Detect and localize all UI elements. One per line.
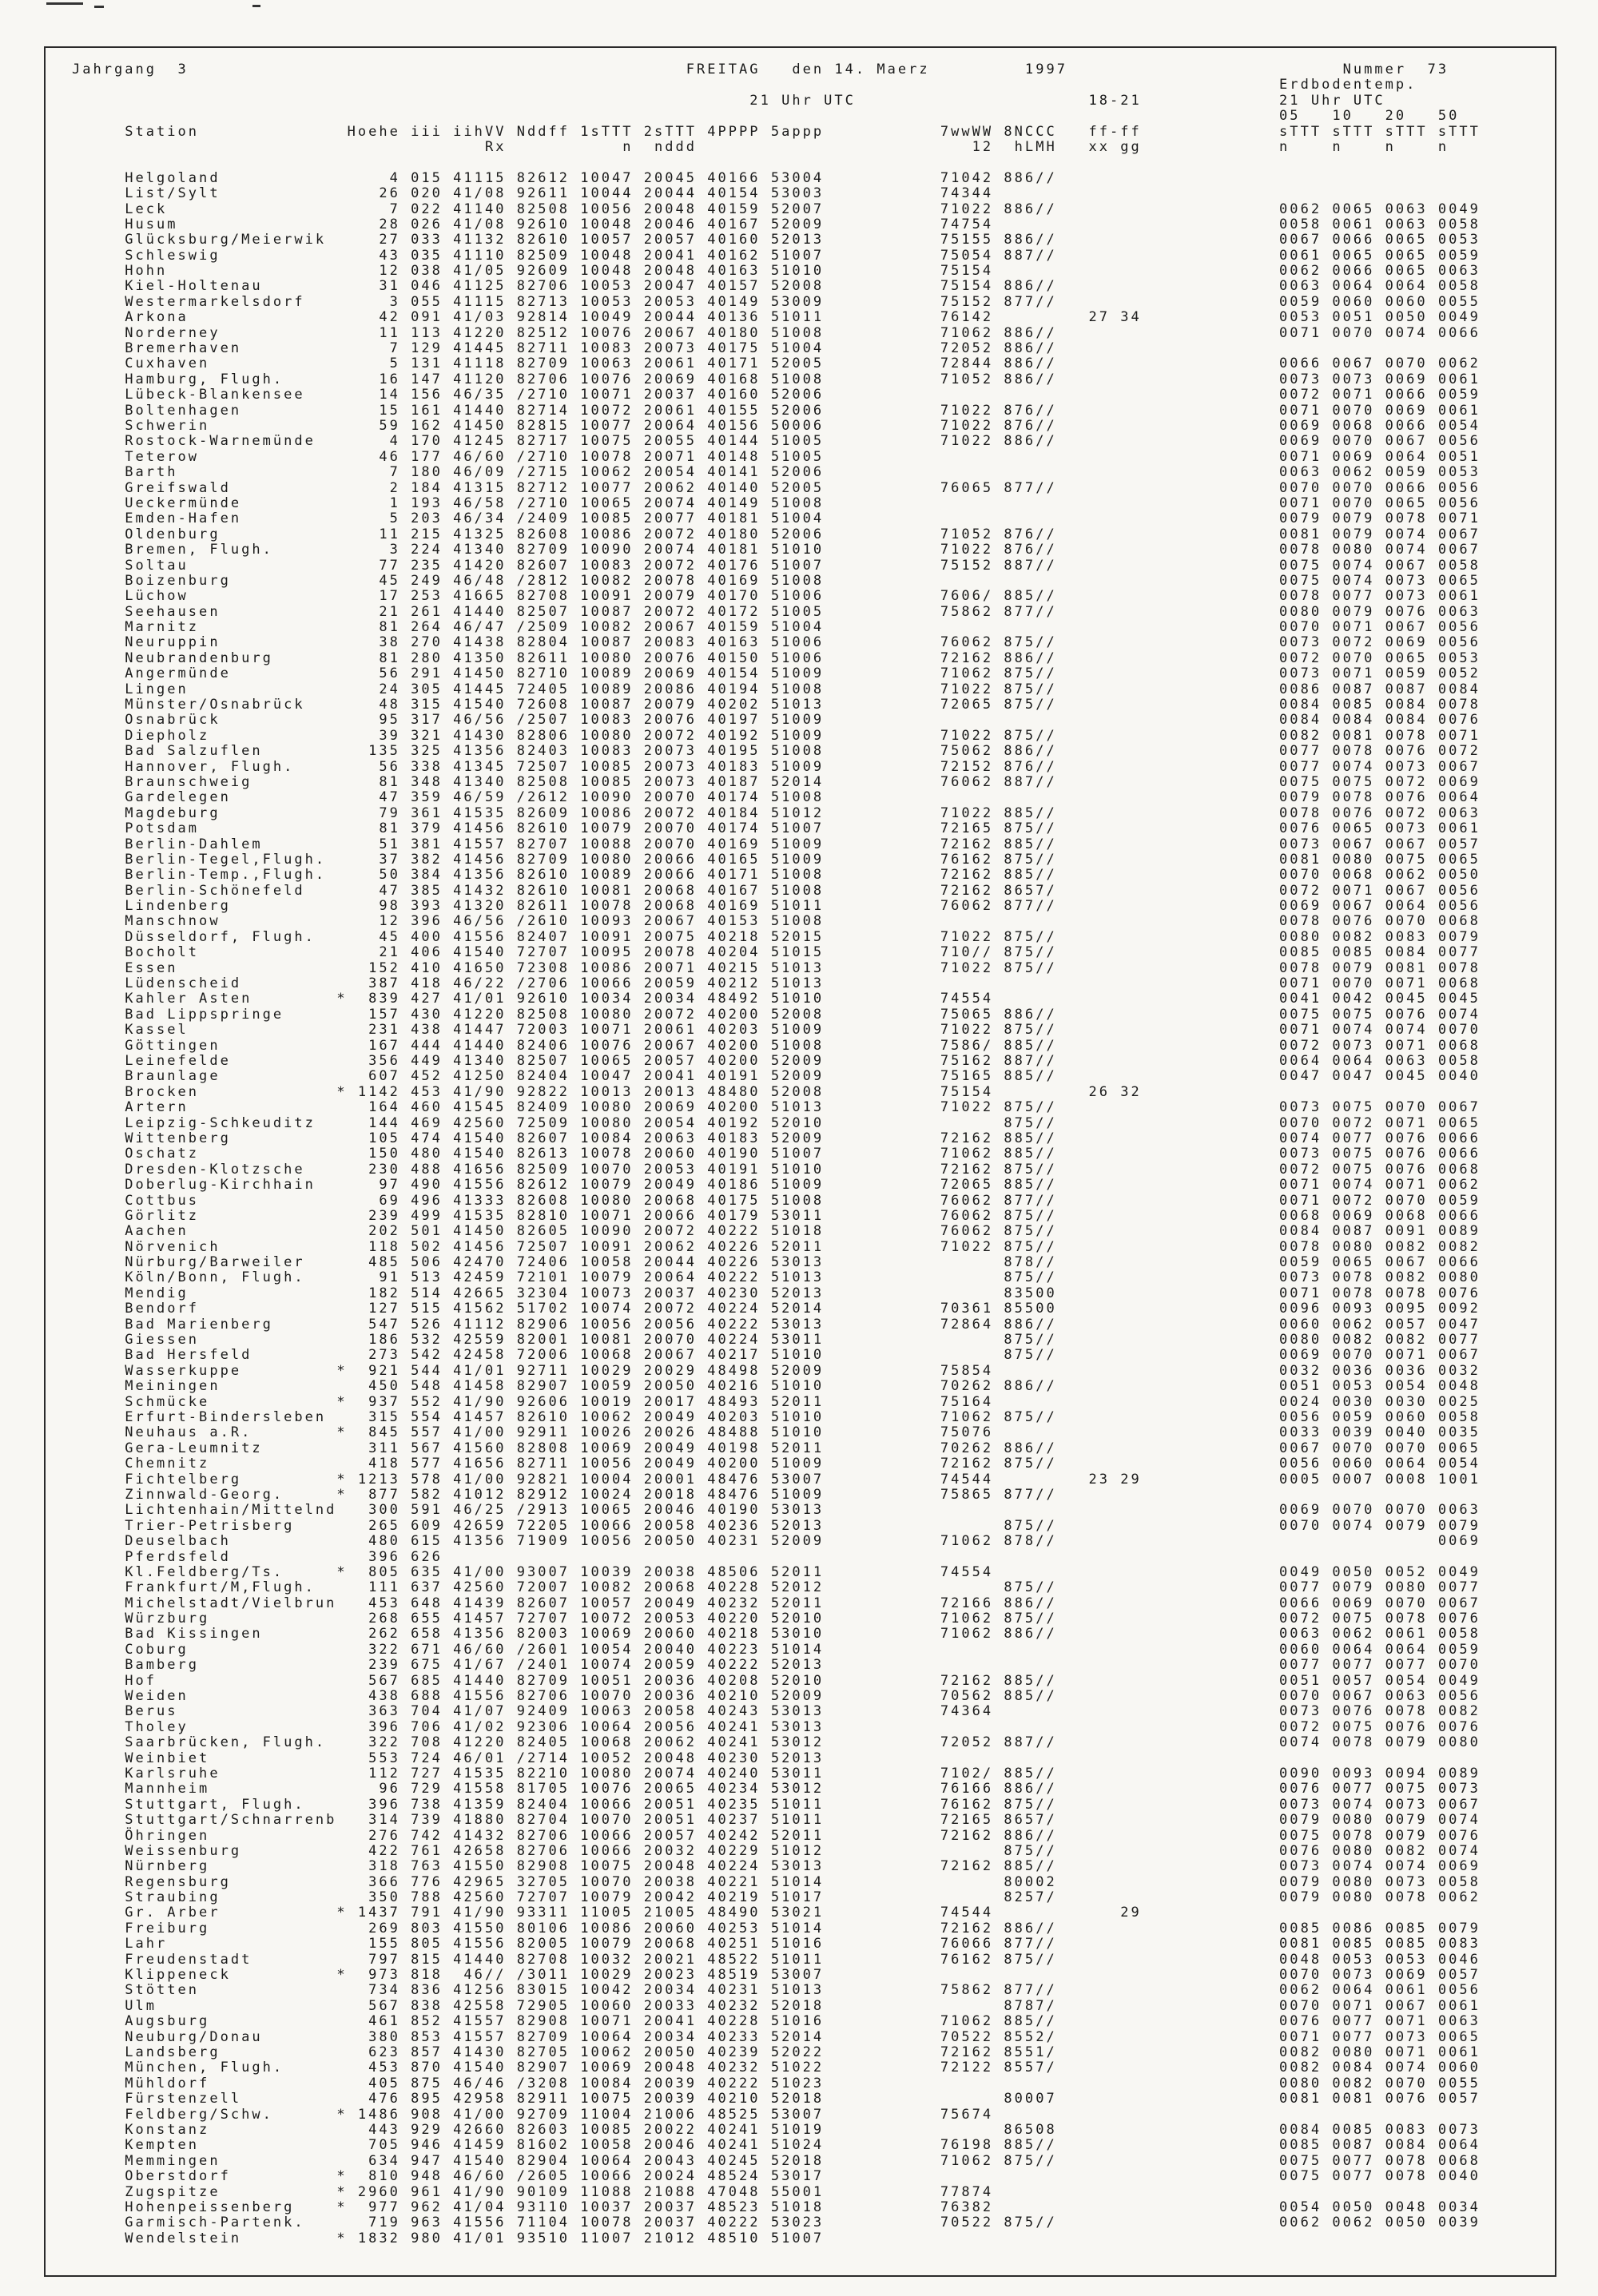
table-row: Oldenburg 11 215 41325 82608 10086 20072 40180 52006 71052 876// 0081 0079 0074 0067 — [72, 526, 1481, 542]
table-row: Würzburg 268 655 41457 72707 10072 20053 40220 52010 71062 875// 0072 0075 0078 0076 — [72, 1611, 1481, 1627]
table-row: Düsseldorf, Flugh. 45 400 41556 82407 10091 20075 40218 52015 71022 875// 0080 0082 0083 0079 — [72, 928, 1481, 945]
table-row: Bad Salzuflen 135 325 41356 82403 10083 20073 40195 51008 75062 886// 0077 0078 0076 0072 — [72, 743, 1481, 760]
table-row: Augsburg 461 852 41557 82908 10071 20041 40228 51016 71062 885// 0076 0077 0071 0063 — [72, 2013, 1481, 2030]
table-row: Neuhaus a.R. * 845 557 41/00 92911 10026 20026 48488 51010 75076 0033 0039 0040 0035 — [72, 1424, 1481, 1441]
table-row: Neuruppin 38 270 41438 82804 10087 20083 40163 51006 76062 875// 0073 0072 0069 0056 — [72, 634, 1481, 651]
table-row: Stuttgart, Flugh. 396 738 41359 82404 10066 20051 40235 51011 76162 875// 0073 0074 0073 0067 — [72, 1796, 1481, 1813]
table-row: Boizenburg 45 249 46/48 /2812 10082 20078 40169 51008 0075 0074 0073 0065 — [72, 572, 1481, 589]
table-row: Bad Marienberg 547 526 41112 82906 10056 20056 40222 53013 72864 886// 0060 0062 0057 0047 — [72, 1316, 1481, 1333]
table-row: Braunschweig 81 348 41340 82508 10085 20073 40187 52014 76062 887// 0075 0075 0072 0069 — [72, 773, 1481, 790]
table-row: Öhringen 276 742 41432 82706 10066 20057 40242 52011 72162 886// 0075 0078 0079 0076 — [72, 1827, 1481, 1844]
table-row: Westermarkelsdorf 3 055 41115 82713 10053 20053 40149 53009 75152 877// 0059 0060 0060 0055 — [72, 293, 1481, 310]
table-row: Kl.Feldberg/Ts. * 805 635 41/00 93007 10039 20038 48506 52011 74554 0049 0050 0052 0049 — [72, 1563, 1481, 1580]
table-row: Berus 363 704 41/07 92409 10063 20058 40243 53013 74364 0073 0076 0078 0082 — [72, 1703, 1481, 1720]
table-row: Kahler Asten * 839 427 41/01 92610 10034 20034 48492 51010 74554 0041 0042 0045 0045 — [72, 991, 1481, 1007]
table-row: Magdeburg 79 361 41535 82609 10086 20072 40184 51012 71022 885// 0078 0076 0072 0063 — [72, 804, 1481, 821]
table-row: Artern 164 460 41545 82409 10080 20069 40200 51013 71022 875// 0073 0075 0070 0067 — [72, 1099, 1481, 1116]
scan-artifact — [46, 2, 83, 5]
band-line: Erdbodentemp. — [72, 77, 1417, 93]
table-row: Lübeck-Blankensee 14 156 46/35 /2710 10071 20037 40160 52006 0072 0071 0066 0059 — [72, 387, 1481, 403]
table-row: Mannheim 96 729 41558 81705 10076 20065 40234 53012 76166 886// 0076 0077 0075 0073 — [72, 1781, 1481, 1797]
table-row: Bendorf 127 515 41562 51702 10074 20072 40224 52014 70361 85500 0096 0093 0095 0092 — [72, 1301, 1481, 1317]
table-row: Münster/Osnabrück 48 315 41540 72608 10087 20079 40202 51013 72065 875// 0084 0085 0084 0078 — [72, 697, 1481, 713]
table-row: Lüdenscheid 387 418 46/22 /2706 10066 20059 40212 51013 0071 0070 0071 0068 — [72, 975, 1481, 992]
table-row: Emden-Hafen 5 203 46/34 /2409 10085 20077 40181 51004 0079 0079 0078 0071 — [72, 510, 1481, 527]
table-row: Ulm 567 838 42558 72905 10060 20033 40232 52018 8787/ 0070 0071 0067 0061 — [72, 1997, 1481, 2014]
table-row: Wittenberg 105 474 41540 82607 10084 20063 40183 52009 72162 885// 0074 0077 0076 0066 — [72, 1130, 1481, 1146]
table-row: Meiningen 450 548 41458 82907 10059 20050 40216 51010 70262 886// 0051 0053 0054 0048 — [72, 1378, 1481, 1395]
table-row: Osnabrück 95 317 46/56 /2507 10083 20076 40197 51009 0084 0084 0084 0076 — [72, 712, 1481, 729]
table-row: Leipzig-Schkeuditz 144 469 42560 72509 10080 20054 40192 52010 875// 0070 0072 0071 0065 — [72, 1114, 1481, 1131]
table-row: Norderney 11 113 41220 82512 10076 20067 40180 51008 71062 886// 0071 0070 0074 0066 — [72, 324, 1481, 341]
table-row: Soltau 77 235 41420 82607 10083 20072 40176 51007 75152 887// 0075 0074 0067 0058 — [72, 557, 1481, 574]
table-row: List/Sylt 26 020 41/08 92611 10044 20044 40154 53003 74344 — [72, 185, 1481, 202]
table-row: Essen 152 410 41650 72308 10086 20071 40215 51013 71022 875// 0078 0079 0081 0078 — [72, 959, 1481, 976]
table-row: Berlin-Tegel,Flugh. 37 382 41456 82709 10080 20066 40165 51009 76162 875// 0081 0080 0075 0065 — [72, 851, 1481, 868]
table-row: Lahr 155 805 41556 82005 10079 20068 40251 51016 76066 877// 0081 0085 0085 0083 — [72, 1936, 1481, 1952]
table-row: Weiden 438 688 41556 82706 10070 20036 40210 52009 70562 885// 0070 0067 0063 0056 — [72, 1688, 1481, 1705]
table-row: Görlitz 239 499 41535 82810 10071 20066 40179 53011 76062 875// 0068 0069 0068 0066 — [72, 1207, 1481, 1224]
table-row: Bremerhaven 7 129 41445 82711 10083 20073 40175 51004 72052 886// — [72, 340, 1481, 357]
table-row: Marnitz 81 264 46/47 /2509 10082 20067 40159 51004 0070 0071 0067 0056 — [72, 619, 1481, 636]
column-header-line: Station Hoehe iii iihVV Nddff 1sTTT 2sTTT 4PPPP 5appp 7wwWW 8NCCC ff-ff sTTT sTTT sTTT sTTT — [72, 123, 1481, 140]
table-row: Lindenberg 98 393 41320 82611 10078 20068 40169 51011 76062 877// 0069 0067 0064 0056 — [72, 898, 1481, 915]
table-row: Memmingen 634 947 41540 82904 10064 20043 40245 52018 71062 875// 0075 0077 0078 0068 — [72, 2152, 1481, 2169]
table-row: Hohn 12 038 41/05 92609 10048 20048 40163 51010 75154 0062 0066 0065 0063 — [72, 263, 1481, 280]
table-row: Boltenhagen 15 161 41440 82714 10072 20061 40155 52006 71022 876// 0071 0070 0069 0061 — [72, 402, 1481, 419]
table-row: Schleswig 43 035 41110 82509 10048 20041 40162 51007 75054 887// 0061 0065 0065 0059 — [72, 247, 1481, 264]
table-row: Bremen, Flugh. 3 224 41340 82709 10090 20074 40181 51010 71022 876// 0078 0080 0074 0067 — [72, 542, 1481, 558]
table-row: Bad Kissingen 262 658 41356 82003 10069 20060 40218 53010 71062 886// 0063 0062 0061 0058 — [72, 1626, 1481, 1643]
table-row: Arkona 42 091 41/03 92814 10049 20044 40136 51011 76142 27 34 0053 0051 0050 0049 — [72, 309, 1481, 326]
table-row: Wasserkuppe * 921 544 41/01 92711 10029 20029 48498 52009 75854 0032 0036 0036 0032 — [72, 1362, 1481, 1379]
table-row: Schwerin 59 162 41450 82815 10077 20064 40156 50006 71022 876// 0069 0068 0066 0054 — [72, 417, 1481, 434]
masthead-line: Jahrgang 3 FREITAG den 14. Maerz 1997 Nummer 73 — [72, 62, 1449, 77]
table-row: Gera-Leumnitz 311 567 41560 82808 10069 20049 40198 52011 70262 886// 0067 0070 0070 0065 — [72, 1440, 1481, 1456]
table-row: Neuburg/Donau 380 853 41557 82709 10064 20034 40233 52014 70522 8552/ 0071 0077 0073 0065 — [72, 2028, 1481, 2045]
table-row: Feldberg/Schw. * 1486 908 41/00 92709 11004 21006 48525 53007 75674 — [72, 2106, 1481, 2123]
table-row: Saarbrücken, Flugh. 322 708 41220 82405 10068 20062 40241 53012 72052 887// 0074 0078 0079 0080 — [72, 1734, 1481, 1751]
table-row: Husum 28 026 41/08 92610 10048 20046 40167 52009 74754 0058 0061 0063 0058 — [72, 216, 1481, 232]
table-row: Aachen 202 501 41450 82605 10090 20072 40222 51018 76062 875// 0084 0087 0091 0089 — [72, 1223, 1481, 1240]
table-row: Nörvenich 118 502 41456 72507 10091 20062 40226 52011 71022 875// 0078 0080 0082 0082 — [72, 1238, 1481, 1255]
table-row: Dresden-Klotzsche 230 488 41656 82509 10070 20053 40191 51010 72162 875// 0072 0075 0076 0068 — [72, 1161, 1481, 1178]
table-row: Coburg 322 671 46/60 /2601 10054 20040 40223 51014 0060 0064 0064 0059 — [72, 1641, 1481, 1658]
table-row: Pferdsfeld 396 626 — [72, 1548, 1481, 1565]
table-row: Hannover, Flugh. 56 338 41345 72507 10085 20073 40183 51009 72152 876// 0077 0074 0073 0067 — [72, 758, 1481, 775]
page-border — [44, 46, 1556, 2277]
table-row: Barth 7 180 46/09 /2715 10062 20054 40141 52006 0063 0062 0059 0053 — [72, 464, 1481, 481]
table-row: Fürstenzell 476 895 42958 82911 10075 20039 40210 52018 80007 0081 0081 0076 0057 — [72, 2091, 1481, 2107]
table-row: Lüchow 17 253 41665 82708 10091 20079 40170 51006 7606/ 885// 0078 0077 0073 0061 — [72, 588, 1481, 605]
table-row: Neubrandenburg 81 280 41350 82611 10080 20076 40150 51006 72162 886// 0072 0070 0065 0053 — [72, 649, 1481, 666]
table-row: Ueckermünde 1 193 46/58 /2710 10065 20074 40149 51008 0071 0070 0065 0056 — [72, 495, 1481, 511]
table-row: Greifswald 2 184 41315 82712 10077 20062 40140 52005 76065 877// 0070 0070 0066 0056 — [72, 479, 1481, 496]
table-row: München, Flugh. 453 870 41540 82907 10069 20048 40232 51022 72122 8557/ 0082 0084 0074 0060 — [72, 2060, 1481, 2076]
table-row: Weissenburg 422 761 42658 82706 10066 20032 40229 51012 875// 0076 0080 0082 0074 — [72, 1842, 1481, 1859]
table-row: Weinbiet 553 724 46/01 /2714 10052 20048 40230 52013 — [72, 1750, 1481, 1766]
table-row: Trier-Petrisberg 265 609 42659 72205 10066 20058 40236 52013 875// 0070 0074 0079 0079 — [72, 1517, 1481, 1534]
table-row: Fichtelberg * 1213 578 41/00 92821 10004 20001 48476 53007 74544 23 29 0005 0007 0008 1001 — [72, 1471, 1481, 1488]
table-row: Brocken * 1142 453 41/90 92822 10013 20013 48480 52008 75154 26 32 — [72, 1083, 1481, 1100]
table-row: Zugspitze * 2960 961 41/90 90109 11088 21088 47048 55001 77874 — [72, 2183, 1481, 2200]
table-row: Bamberg 239 675 41/67 /2401 10074 20059 40222 52013 0077 0077 0077 0070 — [72, 1657, 1481, 1674]
table-row: Kempten 705 946 41459 81602 10058 20046 40241 51024 76198 885// 0085 0087 0084 0064 — [72, 2137, 1481, 2154]
table-row: Berlin-Schönefeld 47 385 41432 82610 10081 20068 40167 51008 72162 8657/ 0072 0071 0067 0056 — [72, 882, 1481, 899]
table-row: Klippeneck * 973 818 46// /3011 10029 20023 48519 53007 0070 0073 0069 0057 — [72, 1967, 1481, 1984]
table-row: Tholey 396 706 41/02 92306 10064 20056 40241 53013 0072 0075 0076 0076 — [72, 1718, 1481, 1735]
table-row: Kassel 231 438 41447 72003 10071 20061 40203 51009 71022 875// 0071 0074 0074 0070 — [72, 1022, 1481, 1039]
document-content — [72, 62, 1481, 2246]
table-row: Leinefelde 356 449 41340 82507 10065 20057 40200 52009 75162 887// 0064 0064 0063 0058 — [72, 1053, 1481, 1069]
table-row: Erfurt-Bindersleben 315 554 41457 82610 10062 20049 40203 51010 71062 875// 0056 0059 0060 0058 — [72, 1408, 1481, 1425]
table-row: Bad Hersfeld 273 542 42458 72006 10068 20067 40217 51010 875// 0069 0070 0071 0067 — [72, 1347, 1481, 1364]
spacer-line — [72, 155, 1481, 170]
table-row: Angermünde 56 291 41450 82710 10089 20069 40154 51009 71062 875// 0073 0071 0059 0052 — [72, 665, 1481, 682]
table-row: Teterow 46 177 46/60 /2710 10078 20071 40148 51005 0071 0069 0064 0051 — [72, 448, 1481, 465]
table-row: Nürburg/Barweiler 485 506 42470 72406 10058 20044 40226 53013 878// 0059 0065 0067 0066 — [72, 1254, 1481, 1271]
table-row: Gardelegen 47 359 46/59 /2612 10090 20070 40174 51008 0079 0078 0076 0064 — [72, 789, 1481, 806]
table-row: Diepholz 39 321 41430 82806 10080 20072 40192 51009 71022 875// 0082 0081 0078 0071 — [72, 727, 1481, 744]
table-row: Garmisch-Partenk. 719 963 41556 71104 10078 20037 40222 53023 70522 875// 0062 0062 0050 0039 — [72, 2215, 1481, 2231]
table-row: Stuttgart/Schnarrenb 314 739 41880 82704 10070 20051 40237 51011 72165 8657/ 0079 0080 0079 0074 — [72, 1812, 1481, 1829]
table-row: Schmücke * 937 552 41/90 92606 10019 20017 48493 52011 75164 0024 0030 0030 0025 — [72, 1393, 1481, 1410]
table-row: Chemnitz 418 577 41656 82711 10056 20049 40200 51009 72162 875// 0056 0060 0064 0054 — [72, 1456, 1481, 1472]
table-row: Seehausen 21 261 41440 82507 10087 20072 40172 51005 75862 877// 0080 0079 0076 0063 — [72, 603, 1481, 620]
table-row: Potsdam 81 379 41456 82610 10079 20070 40174 51007 72165 875// 0076 0065 0073 0061 — [72, 820, 1481, 837]
table-row: Deuselbach 480 615 41356 71909 10056 20050 40231 52009 71062 878// 0069 — [72, 1533, 1481, 1550]
band-line: 21 Uhr UTC 18-21 21 Uhr UTC — [72, 92, 1385, 109]
table-row: Bocholt 21 406 41540 72707 10095 20078 40204 51015 710// 875// 0085 0085 0084 0077 — [72, 944, 1481, 961]
table-row: Berlin-Temp.,Flugh. 50 384 41356 82610 10089 20066 40171 51008 72162 885// 0070 0068 0062 0050 — [72, 867, 1481, 884]
table-row: Gr. Arber * 1437 791 41/90 93311 11005 21005 48490 53021 74544 29 — [72, 1905, 1481, 1921]
table-row: Berlin-Dahlem 51 381 41557 82707 10088 20070 40169 51009 72162 885// 0073 0067 0067 0057 — [72, 836, 1481, 852]
table-row: Mendig 182 514 42665 32304 10073 20037 40230 52013 83500 0071 0078 0078 0076 — [72, 1285, 1481, 1301]
table-row: Frankfurt/M,Flugh. 111 637 42560 72007 10082 20068 40228 52012 875// 0077 0079 0080 0077 — [72, 1579, 1481, 1596]
table-row: Köln/Bonn, Flugh. 91 513 42459 72101 10079 20064 40222 51013 875// 0073 0078 0082 0080 — [72, 1269, 1481, 1286]
table-row: Zinnwald-Georg. * 877 582 41012 82912 10024 20018 48476 51009 75865 877// — [72, 1486, 1481, 1503]
table-row: Cuxhaven 5 131 41118 82709 10063 20061 40171 52005 72844 886// 0066 0067 0070 0062 — [72, 356, 1481, 372]
table-row: Cottbus 69 496 41333 82608 10080 20068 40175 51008 76062 877// 0071 0072 0070 0059 — [72, 1192, 1481, 1209]
table-row: Freudenstadt 797 815 41440 82708 10032 20021 48522 51011 76162 875// 0048 0053 0053 0046 — [72, 1951, 1481, 1968]
table-row: Lichtenhain/Mittelnd 300 591 46/25 /2913 10065 20046 40190 53013 0069 0070 0070 0063 — [72, 1502, 1481, 1519]
table-row: Leck 7 022 41140 82508 10056 20048 40159 52007 71022 886// 0062 0065 0063 0049 — [72, 201, 1481, 217]
table-row: Hof 567 685 41440 82709 10051 20036 40208 52010 72162 885// 0051 0057 0054 0049 — [72, 1672, 1481, 1689]
table-row: Mühldorf 405 875 46/46 /3208 10084 20039 40222 51023 0080 0082 0070 0055 — [72, 2075, 1481, 2091]
table-row: Michelstadt/Vielbrun 453 648 41439 82607 10057 20049 40232 52011 72166 886// 0066 0069 0070 0067 — [72, 1595, 1481, 1611]
table-row: Oschatz 150 480 41540 82613 10078 20060 40190 51007 71062 885// 0073 0075 0076 0066 — [72, 1146, 1481, 1162]
table-row: Hohenpeissenberg * 977 962 41/04 93110 10037 20037 48523 51018 76382 0054 0050 0048 0034 — [72, 2199, 1481, 2215]
table-row: Bad Lippspringe 157 430 41220 82508 10080 20072 40200 52008 75065 886// 0075 0075 0076 0074 — [72, 1006, 1481, 1023]
table-row: Helgoland 4 015 41115 82612 10047 20045 40166 53004 71042 886// — [72, 169, 1481, 186]
band-line: 05 10 20 50 — [72, 108, 1481, 125]
table-row: Kiel-Holtenau 31 046 41125 82706 10053 20047 40157 52008 75154 886// 0063 0064 0064 0058 — [72, 278, 1481, 295]
table-row: Rostock-Warnemünde 4 170 41245 82717 10075 20055 40144 51005 71022 886// 0069 0070 0067 0056 — [72, 433, 1481, 450]
table-row: Lingen 24 305 41445 72405 10089 20086 40194 51008 71022 875// 0086 0087 0087 0084 — [72, 681, 1481, 697]
scan-artifact — [252, 5, 260, 7]
table-row: Göttingen 167 444 41440 82406 10076 20067 40200 51008 7586/ 885// 0072 0073 0071 0068 — [72, 1037, 1481, 1054]
table-row: Oberstdorf * 810 948 46/60 /2605 10066 20024 48524 53017 0075 0077 0078 0040 — [72, 2168, 1481, 2185]
table-row: Giessen 186 532 42559 82001 10081 20070 40224 53011 875// 0080 0082 0082 0077 — [72, 1332, 1481, 1349]
table-row: Manschnow 12 396 46/56 /2610 10093 20067 40153 51008 0078 0076 0070 0068 — [72, 913, 1481, 930]
table-row: Glücksburg/Meierwik 27 033 41132 82610 10057 20057 40160 52013 75155 886// 0067 0066 0065 0053 — [72, 232, 1481, 248]
table-row: Hamburg, Flugh. 16 147 41120 82706 10076 20069 40168 51008 71052 886// 0073 0073 0069 0061 — [72, 371, 1481, 387]
table-row: Karlsruhe 112 727 41535 82210 10080 20074 40240 53011 7102/ 885// 0090 0093 0094 0089 — [72, 1765, 1481, 1782]
table-row: Landsberg 623 857 41430 82705 10062 20050 40239 52022 72162 8551/ 0082 0080 0071 0061 — [72, 2044, 1481, 2060]
table-row: Freiburg 269 803 41550 80106 10086 20060 40253 51014 72162 886// 0085 0086 0085 0079 — [72, 1920, 1481, 1937]
column-header-line: Rx n nddd 12 hLMH xx gg n n n n — [72, 138, 1481, 155]
table-row: Doberlug-Kirchhain 97 490 41556 82612 10079 20049 40186 51009 72065 885// 0071 0074 0071 0062 — [72, 1177, 1481, 1194]
table-row: Stötten 734 836 41256 83015 10042 20034 40231 51013 75862 877// 0062 0064 0061 0056 — [72, 1982, 1481, 1999]
table-row: Straubing 350 788 42560 72707 10079 20042 40219 51017 8257/ 0079 0080 0078 0062 — [72, 1889, 1481, 1906]
scan-artifact — [94, 6, 104, 8]
table-row: Braunlage 607 452 41250 82404 10047 20041 40191 52009 75165 885// 0047 0047 0045 0040 — [72, 1068, 1481, 1085]
table-row: Konstanz 443 929 42660 82603 10085 20022 40241 51019 86508 0084 0085 0083 0073 — [72, 2121, 1481, 2138]
table-row: Regensburg 366 776 42965 32705 10070 20038 40221 51014 80002 0079 0080 0073 0058 — [72, 1873, 1481, 1890]
table-row: Wendelstein * 1832 980 41/01 93510 11007 21012 48510 51007 — [72, 2230, 1481, 2246]
table-row: Nürnberg 318 763 41550 82908 10075 20048 40224 53013 72162 885// 0073 0074 0074 0069 — [72, 1858, 1481, 1875]
